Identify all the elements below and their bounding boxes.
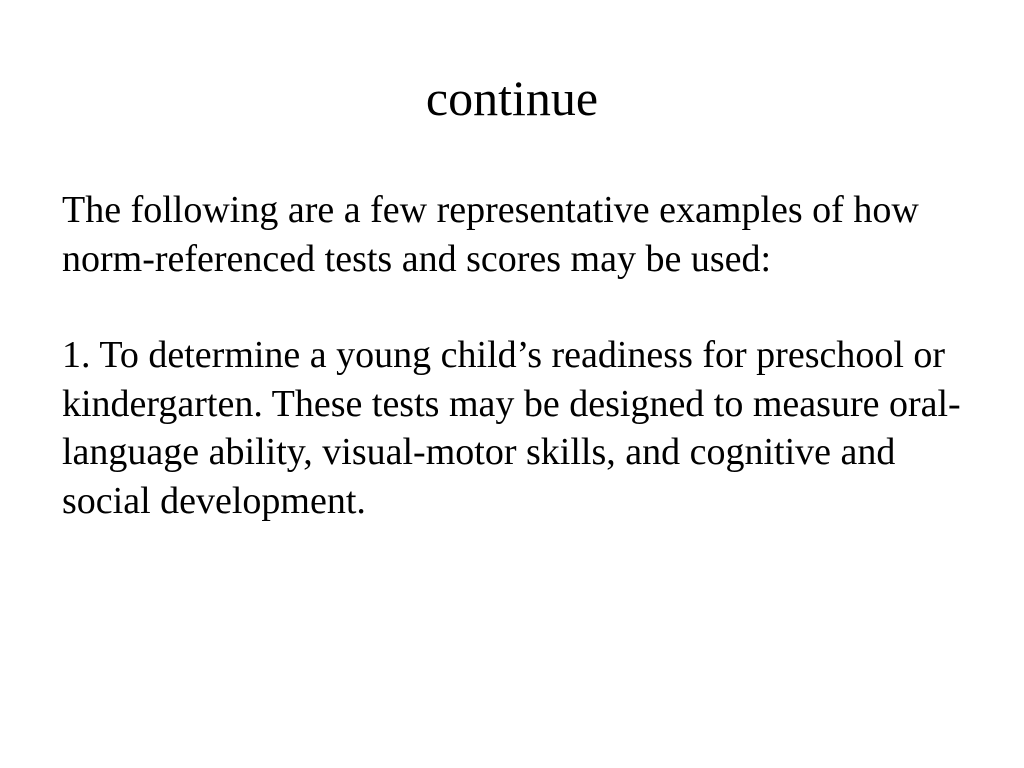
- slide-title: continue: [425, 70, 599, 126]
- example-paragraph-1: 1. To determine a young child’s readiness for preschool or kindergarten. These tests may be designed to measure oral-language ability, visual-motor skills, and cognitive and social development.: [62, 334, 961, 522]
- intro-paragraph: The following are a few representative examples of how norm-referenced tests and scores may be used:: [62, 189, 919, 280]
- slide-body: [62, 186, 962, 525]
